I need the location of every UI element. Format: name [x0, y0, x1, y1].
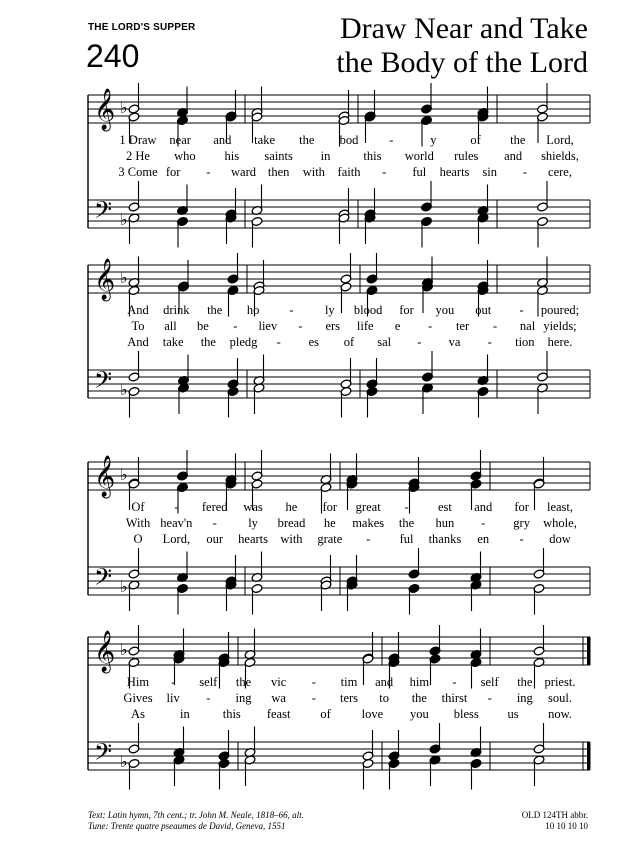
lyric-syllable: self [199, 675, 218, 689]
lyric-syllable: liv [166, 691, 180, 705]
lyric-syllable: great [355, 500, 381, 514]
lyric-syllable: now. [548, 707, 572, 721]
lyric-syllable: sin [482, 165, 497, 179]
lyric-syllable: the [200, 335, 216, 349]
lyric-syllable: with [302, 165, 325, 179]
lyric-syllable: of [470, 133, 481, 147]
lyric-syllable: for [165, 165, 181, 179]
lyric-syllable: love [361, 707, 384, 721]
tune-info [522, 810, 588, 832]
lyric-syllable: - [428, 319, 433, 333]
lyric-syllable: - [492, 319, 498, 333]
lyric-syllable: was [243, 500, 263, 514]
lyric-syllable: us [507, 707, 519, 721]
bass-clef: 𝄢 [94, 563, 113, 596]
lyric-syllable: near [169, 133, 191, 147]
lyric-syllable: him [409, 675, 430, 689]
bass-clef: 𝄢 [94, 196, 113, 229]
lyric-syllable: And [127, 335, 149, 349]
lyric-syllable: take [162, 335, 184, 349]
lyric-syllable: Lord, [162, 532, 191, 546]
lyric-syllable: e [394, 319, 401, 333]
treble-clef: 𝄞 [94, 89, 116, 130]
lyric-syllable: hun [435, 516, 455, 530]
key-flat-bass: ♭ [120, 577, 128, 596]
lyric-syllable: ly [248, 516, 258, 530]
title-line-1: Draw Near and Take [339, 12, 588, 45]
lyric-syllable: - [298, 319, 303, 333]
lyric-syllable: hearts [439, 165, 470, 179]
lyric-syllable: O [133, 532, 143, 546]
lyric-syllable: the [398, 516, 415, 530]
lyric-syllable: poured; [540, 303, 580, 317]
key-flat-treble: ♭ [120, 465, 128, 484]
lyric-syllable: be [197, 319, 209, 333]
lyric-syllable: - [366, 532, 371, 546]
lyric-syllable: Of [131, 500, 145, 514]
lyric-syllable: our [206, 532, 224, 546]
lyric-syllable: es [308, 335, 320, 349]
lyric-syllable: drink [163, 303, 190, 317]
lyric-syllable: in [180, 707, 190, 721]
lyric-syllable: least, [546, 500, 574, 514]
lyric-syllable: To [131, 319, 145, 333]
lyric-syllable: y [430, 133, 437, 147]
lyric-syllable: self [480, 675, 499, 689]
lyric-syllable: ing [516, 691, 533, 705]
lyric-syllable: and [474, 500, 493, 514]
lyric-syllable: ly [324, 303, 335, 317]
lyric-syllable: soul. [548, 691, 572, 705]
lyric-syllable: - [382, 165, 387, 179]
lyric-syllable: - [174, 500, 179, 514]
lyric-syllable: fered [201, 500, 228, 514]
final-barline [587, 637, 590, 665]
lyric-syllable: rules [454, 149, 479, 163]
lyric-syllable: - [417, 335, 422, 349]
lyric-syllable: life [356, 319, 374, 333]
lyric-syllable: world [404, 149, 434, 163]
bass-clef: 𝄢 [94, 738, 113, 771]
lyric-syllable: ter [456, 319, 470, 333]
lyric-syllable: take [254, 133, 276, 147]
lyric-syllable: ing [235, 691, 252, 705]
lyric-syllable: va [448, 335, 461, 349]
lyric-syllable: - [389, 133, 394, 147]
lyric-syllable: his [224, 149, 240, 163]
lyric-syllable: tim [340, 675, 358, 689]
lyric-syllable: he [323, 516, 336, 530]
lyric-syllable: feast [266, 707, 291, 721]
hymn-number: 240 [86, 38, 140, 74]
lyric-syllable: with [280, 532, 303, 546]
lyric-syllable: you [409, 707, 429, 721]
lyric-syllable: priest. [544, 675, 576, 689]
lyric-syllable: makes [352, 516, 385, 530]
lyric-syllable: of [343, 335, 355, 349]
lyric-syllable: thanks [428, 532, 462, 546]
text-credit: Text: Latin hymn, 7th cent.; tr. John M. Neale, 1818–66, alt. [88, 810, 304, 820]
lyric-syllable: - [452, 675, 457, 689]
treble-clef: 𝄞 [94, 259, 116, 300]
lyric-syllable: hearts [238, 532, 269, 546]
meter: 10 10 10 10 [545, 821, 588, 831]
lyric-syllable: dow [549, 532, 571, 546]
lyric-syllable: for [399, 303, 414, 317]
lyric-syllable: then [267, 165, 290, 179]
lyric-syllable: and [375, 675, 394, 689]
lyric-syllable: thirst [441, 691, 468, 705]
lyric-syllable: wa [271, 691, 286, 705]
lyric-syllable: ful [412, 165, 427, 179]
lyric-syllable: With [125, 516, 151, 530]
lyric-syllable: you [435, 303, 455, 317]
lyric-syllable: for [514, 500, 529, 514]
lyric-syllable: As [131, 707, 145, 721]
lyric-syllable: - [404, 500, 409, 514]
lyric-syllable: cere, [548, 165, 572, 179]
tune-credit: Tune: Trente quatre pseaumes de David, Geneva, 1551 [88, 821, 286, 831]
lyric-syllable: - [522, 165, 527, 179]
lyric-syllable: bread [277, 516, 306, 530]
lyric-syllable: 3 Come [118, 165, 158, 179]
lyric-syllable: bless [453, 707, 479, 721]
lyric-syllable: yields; [543, 319, 577, 333]
lyric-syllable: - [311, 691, 316, 705]
lyric-syllable: est [437, 500, 452, 514]
lyric-syllable: vic [271, 675, 287, 689]
lyric-syllable: all [164, 319, 177, 333]
lyric-syllable: this [363, 149, 382, 163]
lyric-syllable: ers [325, 319, 341, 333]
lyric-syllable: ho [246, 303, 260, 317]
lyric-syllable: Gives [123, 691, 153, 705]
lyric-syllable: the [517, 675, 533, 689]
lyric-syllable: - [289, 303, 294, 317]
key-flat-treble: ♭ [120, 98, 128, 117]
lyric-syllable: the [411, 691, 427, 705]
lyric-syllable: - [487, 335, 492, 349]
lyric-syllable: the [299, 133, 315, 147]
lyric-syllable: the [235, 675, 252, 689]
lyric-syllable: ters [339, 691, 359, 705]
key-flat-treble: ♭ [120, 268, 128, 287]
lyric-syllable: - [487, 691, 492, 705]
key-flat-bass: ♭ [120, 752, 128, 771]
section-label: THE LORD'S SUPPER [88, 22, 196, 33]
tune-name: OLD 124TH abbr. [521, 810, 588, 820]
lyric-syllable: liev [258, 319, 278, 333]
lyric-syllable: - [206, 691, 211, 705]
lyric-syllable: pledg [229, 335, 258, 349]
lyric-syllable: shields, [541, 149, 579, 163]
lyric-syllable: - [171, 675, 176, 689]
lyric-syllable: - [206, 165, 211, 179]
lyric-syllable: whole, [543, 516, 577, 530]
lyric-syllable: here. [547, 335, 573, 349]
lyric-syllable: and [213, 133, 232, 147]
key-flat-treble: ♭ [120, 640, 128, 659]
lyric-syllable: blood [353, 303, 383, 317]
lyric-syllable: Lord, [546, 133, 574, 147]
lyric-syllable: 2 He [126, 149, 150, 163]
lyric-syllable: gry [513, 516, 530, 530]
treble-clef: 𝄞 [94, 456, 116, 497]
final-barline [587, 742, 590, 770]
lyric-syllable: saints [264, 149, 293, 163]
lyric-syllable: 1 Draw [119, 133, 157, 147]
lyric-syllable: grate [317, 532, 343, 546]
lyric-syllable: the [510, 133, 526, 147]
lyric-syllable: the [207, 303, 223, 317]
lyric-syllable: ful [399, 532, 414, 546]
lyric-syllable: ward [231, 165, 256, 179]
lyric-syllable: - [212, 516, 217, 530]
lyric-syllable: and [504, 149, 523, 163]
lyric-syllable: out [475, 303, 492, 317]
lyric-syllable: in [320, 149, 331, 163]
lyric-syllable: nal [519, 319, 536, 333]
lyric-syllable: to [379, 691, 390, 705]
lyric-syllable: heav'n [160, 516, 193, 530]
lyric-syllable: - [311, 675, 316, 689]
lyric-syllable: And [127, 303, 149, 317]
lyric-syllable: en [477, 532, 490, 546]
lyric-syllable: who [174, 149, 196, 163]
lyric-syllable: of [320, 707, 331, 721]
key-flat-bass: ♭ [120, 210, 128, 229]
key-flat-bass: ♭ [120, 380, 128, 399]
lyric-syllable: - [481, 516, 486, 530]
lyric-syllable: - [276, 335, 281, 349]
lyric-syllable: tion [515, 335, 535, 349]
lyric-syllable: bod [339, 133, 359, 147]
lyric-syllable: he [285, 500, 298, 514]
lyric-syllable: for [322, 500, 338, 514]
lyric-syllable: - [519, 303, 524, 317]
bass-clef: 𝄢 [94, 366, 113, 399]
lyric-syllable: Him [126, 675, 150, 689]
lyric-syllable: sal [377, 335, 392, 349]
title-line-2: the Body of the Lord [336, 46, 588, 79]
credits [88, 810, 304, 832]
lyric-syllable: - [233, 319, 238, 333]
lyric-syllable: - [519, 532, 524, 546]
lyric-syllable: faith [337, 165, 361, 179]
treble-clef: 𝄞 [94, 631, 116, 672]
lyric-syllable: this [222, 707, 241, 721]
